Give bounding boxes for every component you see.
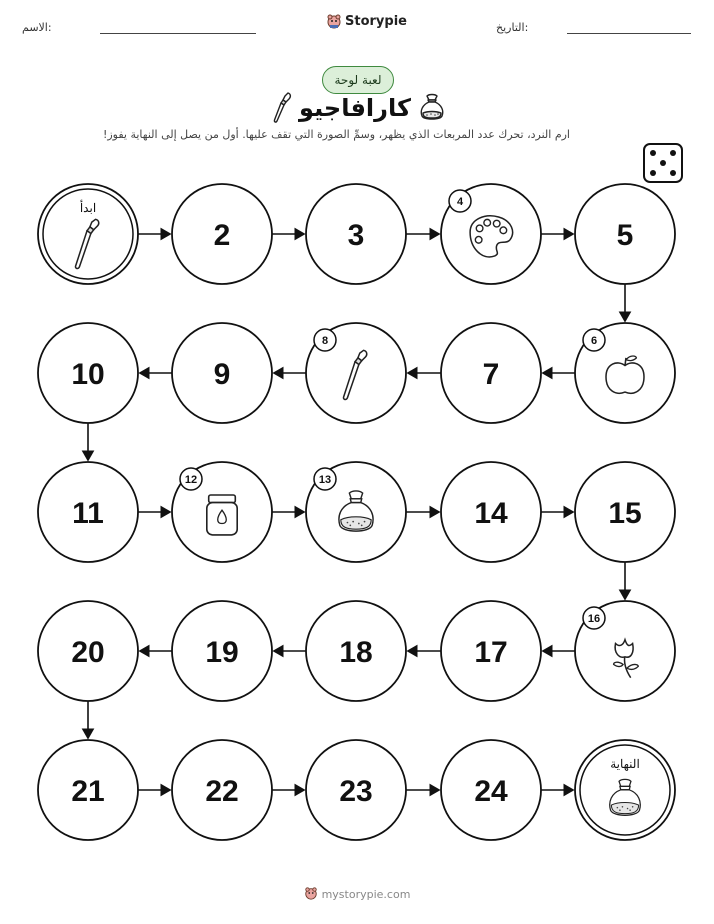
- square-number: 23: [339, 775, 373, 808]
- board-square-7[interactable]: [441, 323, 541, 423]
- date-label: التاريخ:: [496, 21, 529, 34]
- square-number: 10: [71, 358, 105, 391]
- board-square-16[interactable]: [575, 601, 675, 701]
- board-square-20[interactable]: [38, 601, 138, 701]
- finish-label: النهاية: [610, 757, 640, 771]
- start-square[interactable]: [38, 184, 138, 284]
- board-square-23[interactable]: [306, 740, 406, 840]
- square-number-badge: 8: [321, 335, 329, 347]
- board-square-22[interactable]: [172, 740, 272, 840]
- square-number: 15: [608, 497, 642, 530]
- board-square-3[interactable]: [306, 184, 406, 284]
- square-number: 18: [339, 636, 373, 669]
- square-number: 7: [482, 358, 500, 391]
- board-square-24[interactable]: [441, 740, 541, 840]
- board-square-15[interactable]: [575, 462, 675, 562]
- board-square-19[interactable]: [172, 601, 272, 701]
- square-number-badge: 4: [456, 196, 464, 208]
- footer: [0, 886, 714, 903]
- square-number-badge: 6: [590, 335, 598, 347]
- square-number: 20: [71, 636, 105, 669]
- square-number: 5: [616, 219, 634, 252]
- square-number: 3: [347, 219, 365, 252]
- board-square-6[interactable]: [575, 323, 675, 423]
- square-number: 21: [71, 775, 105, 808]
- board-square-4[interactable]: [441, 184, 541, 284]
- board-square-13[interactable]: [306, 462, 406, 562]
- board-square-10[interactable]: [38, 323, 138, 423]
- square-number: 19: [205, 636, 239, 669]
- square-number-badge: 12: [184, 474, 198, 486]
- footer-url[interactable]: mystorypie.com: [321, 888, 411, 901]
- name-label: الاسم:: [22, 21, 52, 34]
- square-number: 22: [205, 775, 239, 808]
- board-square-18[interactable]: [306, 601, 406, 701]
- instructions: ارم النرد، تحرك عدد المربعات الذي يظهر، وسمِّ الصورة التي تقف عليها. أول من يصل إلى النهاية يفوز!: [102, 128, 570, 141]
- board-square-21[interactable]: [38, 740, 138, 840]
- board-square-14[interactable]: [441, 462, 541, 562]
- board-square-12[interactable]: [172, 462, 272, 562]
- brand-name: Storypie: [345, 13, 407, 29]
- board-square-17[interactable]: [441, 601, 541, 701]
- square-number: 17: [474, 636, 508, 669]
- game-title: كارافاجيو: [299, 94, 411, 122]
- game-tag: لعبة لوحة: [322, 66, 394, 94]
- board-square-11[interactable]: [38, 462, 138, 562]
- square-number: 11: [72, 497, 104, 530]
- square-number: 9: [213, 358, 231, 391]
- board-square-5[interactable]: [575, 184, 675, 284]
- square-number-badge: 16: [587, 613, 601, 625]
- board-square-8[interactable]: [306, 323, 406, 423]
- start-label: ابدأ: [79, 201, 97, 215]
- paint-jar-icon: [207, 495, 237, 535]
- board-square-2[interactable]: [172, 184, 272, 284]
- square-number-badge: 13: [318, 474, 332, 486]
- finish-square[interactable]: [575, 740, 675, 840]
- footer-logo-icon: [304, 886, 318, 903]
- square-number: 2: [213, 219, 231, 252]
- board-square-9[interactable]: [172, 323, 272, 423]
- square-number: 24: [474, 775, 508, 808]
- square-number: 14: [474, 497, 508, 530]
